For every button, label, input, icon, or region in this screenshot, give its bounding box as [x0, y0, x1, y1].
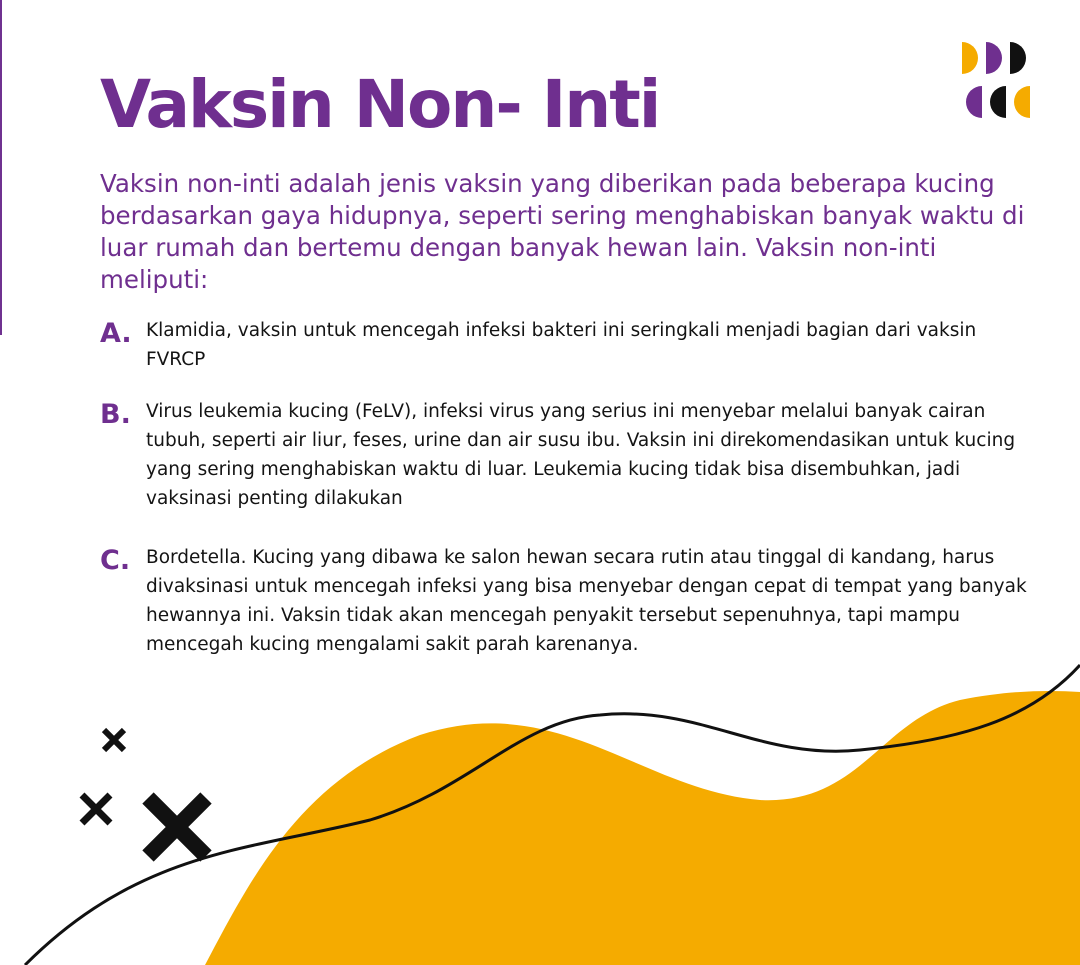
list-item-b	[100, 397, 1030, 513]
list-item-a	[100, 316, 1030, 374]
list-letter: A.	[100, 318, 132, 349]
list-letter: B.	[100, 399, 131, 430]
list-text: Virus leukemia kucing (FeLV), infeksi virus yang serius ini menyebar melalui banyak cairan tubuh, seperti air liur, feses, urine dan air susu ibu. Vaksin ini direkomendasikan untuk kucing yang sering menghabiskan waktu di luar. Leukemia kucing tidak bisa disembuhkan, jadi vaksinasi penting dilakukan	[146, 401, 1016, 509]
brand-logo-icon	[960, 40, 1034, 124]
black-curve-line	[25, 665, 1080, 965]
list-letter: C.	[100, 545, 131, 576]
list-text: Bordetella. Kucing yang dibawa ke salon hewan secara rutin atau tinggal di kandang, harus divaksinasi untuk mencegah infeksi yang bisa menyebar dengan cepat di tempat yang banyak hewannya ini. Vaksin tidak akan mencegah penyakit tersebut sepenuhnya, tapi mampu mencegah kucing mengalami sakit parah karenanya.	[146, 547, 1027, 655]
left-accent-rule	[0, 0, 2, 335]
list-text: Klamidia, vaksin untuk mencegah infeksi bakteri ini seringkali menjadi bagian dari vaksin FVRCP	[146, 320, 977, 370]
intro-paragraph: Vaksin non-inti adalah jenis vaksin yang diberikan pada beberapa kucing berdasarkan gaya hidupnya, seperti sering menghabiskan banyak waktu di luar rumah dan bertemu dengan banyak hewan lain. Vaksin non-inti meliputi:	[100, 169, 1025, 294]
cross-icon	[82, 730, 206, 856]
yellow-wave-shape	[205, 691, 1080, 965]
page-title: Vaksin Non- Inti	[100, 66, 660, 143]
list-item-c	[100, 543, 1030, 659]
